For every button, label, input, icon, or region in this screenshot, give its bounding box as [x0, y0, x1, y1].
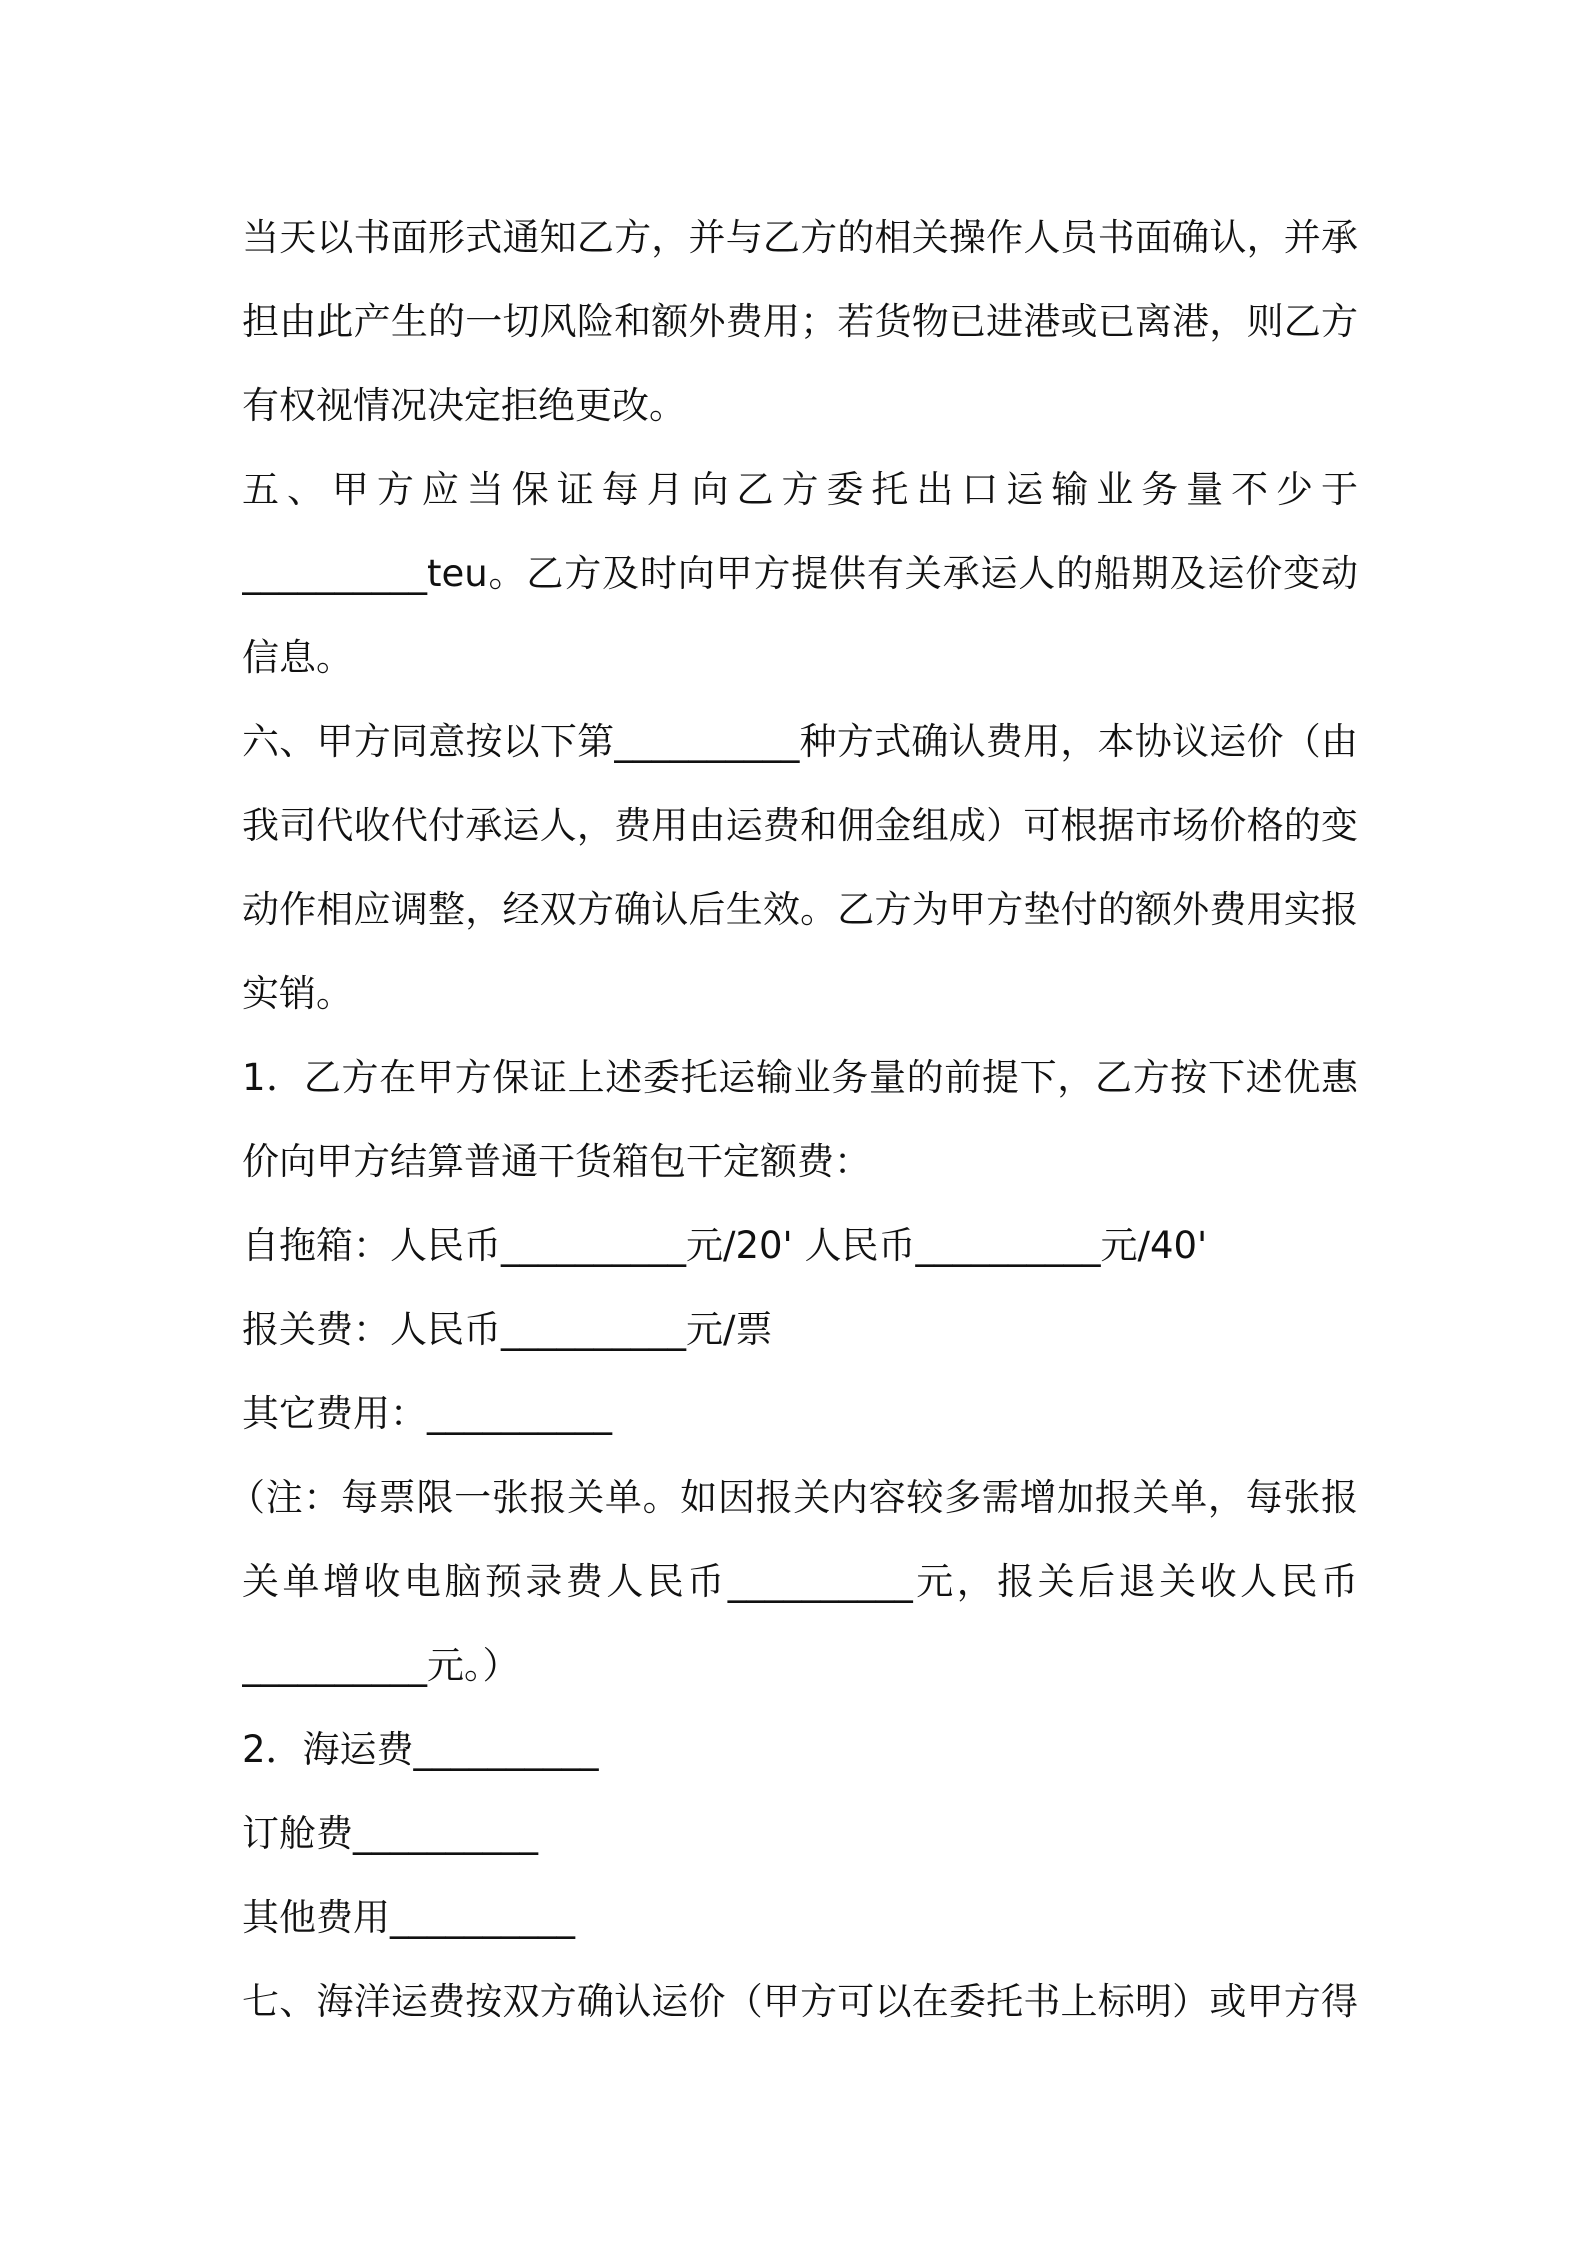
paragraph-line: 担由此产生的一切风险和额外费用；若货物已进港或已离港，则乙方 [242, 300, 1358, 343]
paragraph-line: 当天以书面形式通知乙方，并与乙方的相关操作人员书面确认，并承 [242, 216, 1358, 259]
note-line: 关单增收电脑预录费人民币__________元，报关后退关收人民币 [242, 1560, 1358, 1603]
section-seven-heading-line: 七、海洋运费按双方确认运价（甲方可以在委托书上标明）或甲方得 [242, 1980, 1358, 2023]
paragraph-line: 价向甲方结算普通干货箱包干定额费： [242, 1140, 871, 1183]
section-six-heading-line: 六、甲方同意按以下第__________种方式确认费用，本协议运价（由 [242, 720, 1358, 763]
other-fees-line: 其它费用：__________ [242, 1392, 612, 1435]
paragraph-line: 有权视情况决定拒绝更改。 [242, 384, 686, 427]
document-body [228, 196, 1358, 2044]
section-five-heading-line: 五、甲方应当保证每月向乙方委托出口运输业务量不少于 [242, 468, 1358, 511]
ocean-freight-line: 2．海运费__________ [242, 1728, 599, 1771]
note-line: __________元。） [242, 1644, 520, 1687]
paragraph-line: 动作相应调整，经双方确认后生效。乙方为甲方垫付的额外费用实报 [242, 888, 1358, 931]
paragraph-line: 信息。 [242, 636, 353, 679]
paragraph-line: 实销。 [242, 972, 353, 1015]
paragraph-line: __________teu。乙方及时向甲方提供有关承运人的船期及运价变动 [242, 552, 1358, 595]
customs-fee-line: 报关费：人民币__________元/票 [242, 1308, 773, 1351]
other-charges-line: 其他费用__________ [242, 1896, 575, 1939]
paragraph-line: 我司代收代付承运人，费用由运费和佣金组成）可根据市场价格的变 [242, 804, 1358, 847]
towing-fee-line: 自拖箱：人民币__________元/20' 人民币__________元/40' [242, 1224, 1208, 1267]
clause-one-line: 1．乙方在甲方保证上述委托运输业务量的前提下，乙方按下述优惠 [242, 1056, 1358, 1099]
note-line: （注：每票限一张报关单。如因报关内容较多需增加报关单，每张报 [228, 1476, 1358, 1519]
booking-fee-line: 订舱费__________ [242, 1812, 538, 1855]
